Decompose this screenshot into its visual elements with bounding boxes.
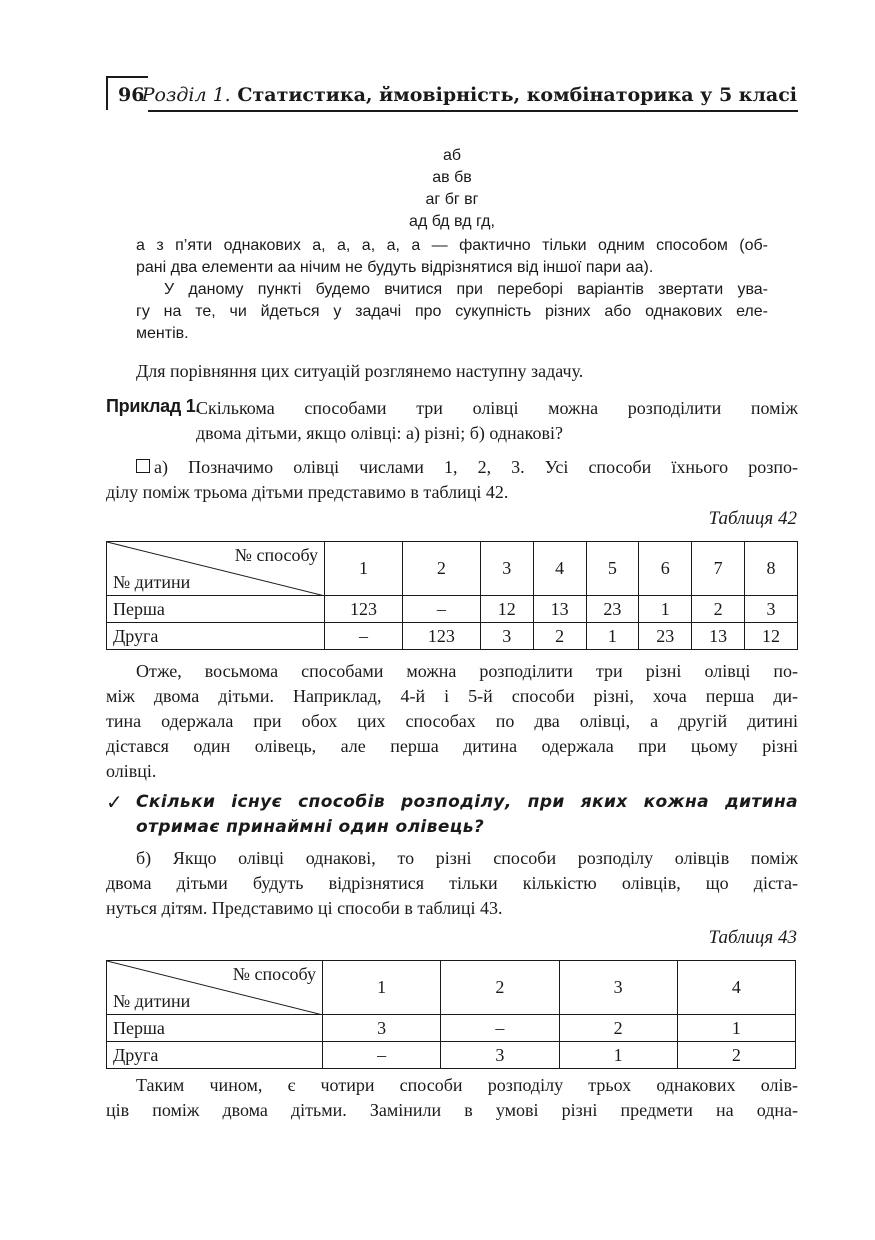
table-cell: 1 <box>586 623 639 650</box>
table-cell: 1 <box>559 1042 677 1069</box>
corner-bottom-label: № дитини <box>113 572 191 592</box>
intro-line: Для порівняння цих ситуацій розглянемо наступну задачу. <box>136 361 584 381</box>
solution-start <box>136 455 798 479</box>
column-header: 8 <box>745 542 798 596</box>
table-cell: 23 <box>639 623 692 650</box>
table-cell: 3 <box>323 1015 441 1042</box>
text-line: ментів. <box>136 325 189 342</box>
table-row <box>107 1015 796 1042</box>
question-line: Скільки існує способів розподілу, при яких кожна дитина <box>136 792 798 812</box>
text-line: рані два елементи аа нічим не будуть відрізнятися від іншої пари аа). <box>136 259 654 276</box>
body-line: Таким чином, є чотири способи розподілу трьох однакових олів- <box>136 1075 798 1095</box>
combination-line: аг бг вг <box>425 191 479 208</box>
part-a-text: ділу поміж трьома дітьми представимо в таблиці 42. <box>106 482 509 502</box>
part-b-text: нуться дітям. Представимо ці способи в таблиці 43. <box>106 898 503 918</box>
table-cell: 1 <box>639 596 692 623</box>
table-corner <box>107 542 325 596</box>
column-header: 7 <box>692 542 745 596</box>
part-b-text: двома дітьми будуть відрізнятися тільки кількістю олівців, що діста- <box>106 873 798 893</box>
body-line: олівці. <box>106 761 157 781</box>
column-header: 1 <box>325 542 403 596</box>
table-43 <box>106 960 796 1069</box>
table-cell: – <box>402 596 480 623</box>
part-a-text: а) Позначимо олівці числами 1, 2, 3. Усі способи їхнього розпо- <box>154 457 798 477</box>
table-cell: 13 <box>533 596 586 623</box>
column-header: 4 <box>677 961 795 1015</box>
text-line: У даному пункті будемо вчитися при переборі варіантів звертати ува- <box>164 281 768 298</box>
table-cell: 1 <box>677 1015 795 1042</box>
table-cell: 3 <box>441 1042 559 1069</box>
row-label: Перша <box>107 596 325 623</box>
column-header: 3 <box>559 961 677 1015</box>
corner-top-label: № способу <box>232 964 316 984</box>
table-row <box>107 1042 796 1069</box>
body-line: між двома дітьми. Наприклад, 4-й і 5-й способи різні, хоча перша ди- <box>106 686 798 706</box>
row-label: Перша <box>107 1015 323 1042</box>
table-cell: 23 <box>586 596 639 623</box>
corner-top-label: № способу <box>234 545 318 565</box>
table-cell: 12 <box>480 596 533 623</box>
body-line: дістався один олівець, але перша дитина одержала при цьому різні <box>106 736 798 756</box>
table-cell: 2 <box>692 596 745 623</box>
combination-line: ав бв <box>432 169 472 186</box>
row-label: Друга <box>107 623 325 650</box>
table-cell: – <box>325 623 403 650</box>
column-header: 6 <box>639 542 692 596</box>
table-cell: 12 <box>745 623 798 650</box>
body-line: тина одержала при обох цих способах по два олівці, а другій дитині <box>106 711 798 731</box>
table-cell: – <box>323 1042 441 1069</box>
solution-square-icon <box>136 459 150 473</box>
page-number: 96 <box>118 84 145 106</box>
header-rule <box>148 110 798 112</box>
table-cell: 13 <box>692 623 745 650</box>
table-row <box>107 623 798 650</box>
table-cell: 2 <box>533 623 586 650</box>
table-cell: 3 <box>745 596 798 623</box>
body-line: Отже, восьмома способами можна розподілити три різні олівці по- <box>136 661 798 681</box>
table-row <box>107 596 798 623</box>
chapter-label: Розділ 1. <box>141 84 231 106</box>
body-line: ців поміж двома дітьми. Замінили в умові різні предмети на одна- <box>106 1100 798 1120</box>
text-line: гу на те, чи йдеться у задачі про сукупність різних або однакових еле- <box>136 303 768 320</box>
row-label: Друга <box>107 1042 323 1069</box>
table-cell: 123 <box>325 596 403 623</box>
table-42-caption: Таблиця 42 <box>708 508 797 529</box>
table-cell: 2 <box>677 1042 795 1069</box>
column-header: 4 <box>533 542 586 596</box>
checkmark-icon: ✓ <box>106 790 123 814</box>
column-header: 3 <box>480 542 533 596</box>
table-43-caption: Таблиця 43 <box>708 927 797 948</box>
column-header: 2 <box>441 961 559 1015</box>
chapter-title: Статистика, ймовірність, комбінаторика у 5 класі <box>237 84 797 106</box>
text-line: а з п’яти однакових а, а, а, а, а — фактично тільки одним способом (об- <box>136 237 768 254</box>
example-text: Скількома способами три олівці можна розподілити поміж <box>196 398 798 418</box>
table-cell: 2 <box>559 1015 677 1042</box>
example-label: Приклад 1. <box>106 396 201 416</box>
table-cell: 3 <box>480 623 533 650</box>
table-42 <box>106 541 798 650</box>
part-b-text: б) Якщо олівці однакові, то різні способи розподілу олівців поміж <box>136 848 798 868</box>
example-text: двома дітьми, якщо олівці: а) різні; б) однакові? <box>196 423 563 443</box>
question-line: отримає принаймні один олівець? <box>136 817 485 837</box>
table-cell: 123 <box>402 623 480 650</box>
combination-line: аб <box>442 147 462 164</box>
combination-line: ад бд вд гд, <box>409 213 495 230</box>
table-corner <box>107 961 323 1015</box>
table-cell: – <box>441 1015 559 1042</box>
column-header: 2 <box>402 542 480 596</box>
column-header: 5 <box>586 542 639 596</box>
corner-bottom-label: № дитини <box>113 991 191 1011</box>
running-header <box>142 84 797 106</box>
column-header: 1 <box>323 961 441 1015</box>
